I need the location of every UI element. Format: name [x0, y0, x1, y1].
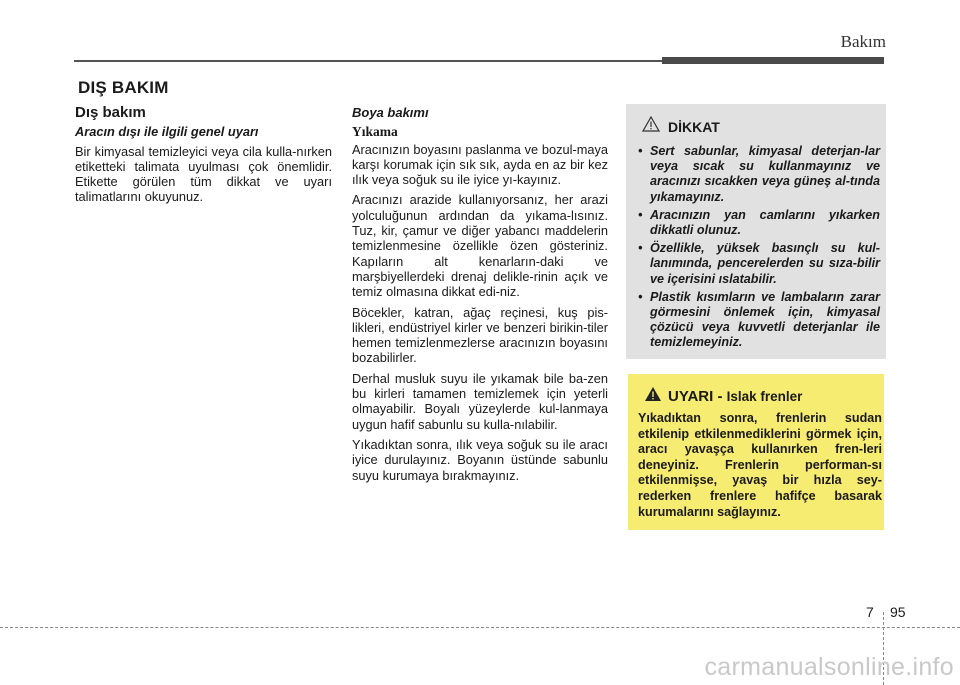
- list-item: [636, 290, 880, 351]
- caution-item-text: Özellikle, yüksek basınçlı su kul-lanımında, pencerelerden su sıza-bilir ve içerisini ıslatabilir.: [650, 241, 880, 286]
- general-warning-subheading: Aracın dışı ile ilgili genel uyarı: [75, 124, 259, 140]
- watermark: carmanualsonline.info: [704, 653, 954, 681]
- warning-header: [644, 386, 802, 407]
- list-item: [636, 144, 880, 205]
- page-number: 95: [890, 604, 906, 620]
- general-warning-paragraph: Bir kimyasal temizleyici veya cila kulla-nırken etiketteki talimata uyulması çok önemlidir. Etikette görülen tüm dikkat ve uyarı talimatlarını okuyunuz.: [75, 143, 332, 205]
- warning-triangle-filled-icon: [644, 386, 662, 407]
- bullet: •: [638, 241, 643, 256]
- paragraph: Aracınızı arazide kullanıyorsanız, her arazi yolculuğunun ardından da yıkama-lısınız. Tuz, kir, çamur ve diğer yabancı maddelerin temizlenmesine özellikle özen gösteriniz. Kapıların alt kenarların-daki ve marşbiyellerdeki drenaj delikle-rinin açık ve temiz olmasına dikkat edi-niz.: [352, 192, 608, 300]
- footer-dashed-rule: [0, 627, 960, 628]
- bullet: •: [638, 207, 643, 222]
- warning-triangle-outline-icon: [642, 116, 660, 137]
- list-item: [636, 241, 880, 287]
- header-accent-bar: [662, 57, 884, 64]
- caution-item-text: Plastik kısımların ve lambaların zarar görmesini önlemek için, kimyasal çözücü veya kuvvetli deterjanlar ile temizlemeyiniz.: [650, 289, 880, 350]
- paragraph: Derhal musluk suyu ile yıkamak bile ba-zen bu kirleri tamamen temizlemek için yeterli olmayabilir. Boyalı yüzeylerde kul-lanmaya uygun hafif sabunlu su kulla-nılabilir.: [352, 370, 608, 432]
- bullet: •: [638, 144, 643, 158]
- caution-header: [642, 116, 720, 137]
- left-column: [75, 105, 332, 210]
- middle-column: [352, 105, 608, 488]
- header-rule: [74, 60, 662, 62]
- warning-subtitle: Islak frenler: [726, 388, 803, 404]
- warning-box: [628, 374, 884, 530]
- caution-title: DİKKAT: [668, 118, 720, 135]
- paint-care-heading: Boya bakımı: [352, 105, 429, 120]
- section-title: DIŞ BAKIM: [78, 78, 169, 97]
- running-header-title: Bakım: [840, 32, 886, 51]
- caution-list: [636, 144, 880, 354]
- paragraph: Böcekler, katran, ağaç reçinesi, kuş pis-likleri, endüstriyel kirler ve benzeri birikin-tiler hemen temizlenmezlerse aracınızın boyasını bozabilirler.: [352, 304, 608, 366]
- caution-item-text: Sert sabunlar, kimyasal deterjan-lar veya sıcak su kullanmayınız ve aracınızı sıcakken veya güneş al-tında yıkamayınız.: [650, 144, 880, 204]
- warning-title-wrap: [668, 388, 802, 406]
- bullet: •: [638, 289, 643, 304]
- warning-body: Yıkadıktan sonra, frenlerin sudan etkilenip etkilenmediklerini görmek için, aracı yavaşça kullanırken fren-leri deneyiniz. Frenlerin performan-sı etkilenmişse, yavaş bir hızla sey-rederken frenlere hafifçe basarak kurumalarını sağlayınız.: [638, 411, 882, 519]
- paragraph: Yıkadıktan sonra, ılık veya soğuk su ile aracı iyice durulayınız. Boyanın üstünde sabunlu suyu kurumaya bırakmayınız.: [352, 436, 608, 483]
- chapter-number: 7: [866, 604, 874, 620]
- caution-box: [626, 104, 886, 359]
- warning-title: UYARI -: [668, 387, 727, 405]
- caution-item-text: Aracınızın yan camlarını yıkarken dikkatli olunuz.: [650, 207, 880, 238]
- exterior-care-heading: Dış bakım: [75, 104, 146, 121]
- paragraph: Aracınızın boyasını paslanma ve bozul-maya karşı korumak için sık sık, ayda en az bir kez ılık veya soğuk su ile iyice yı-kayınız.: [352, 141, 608, 188]
- list-item: [636, 208, 880, 238]
- washing-subheading: Yıkama: [352, 124, 398, 140]
